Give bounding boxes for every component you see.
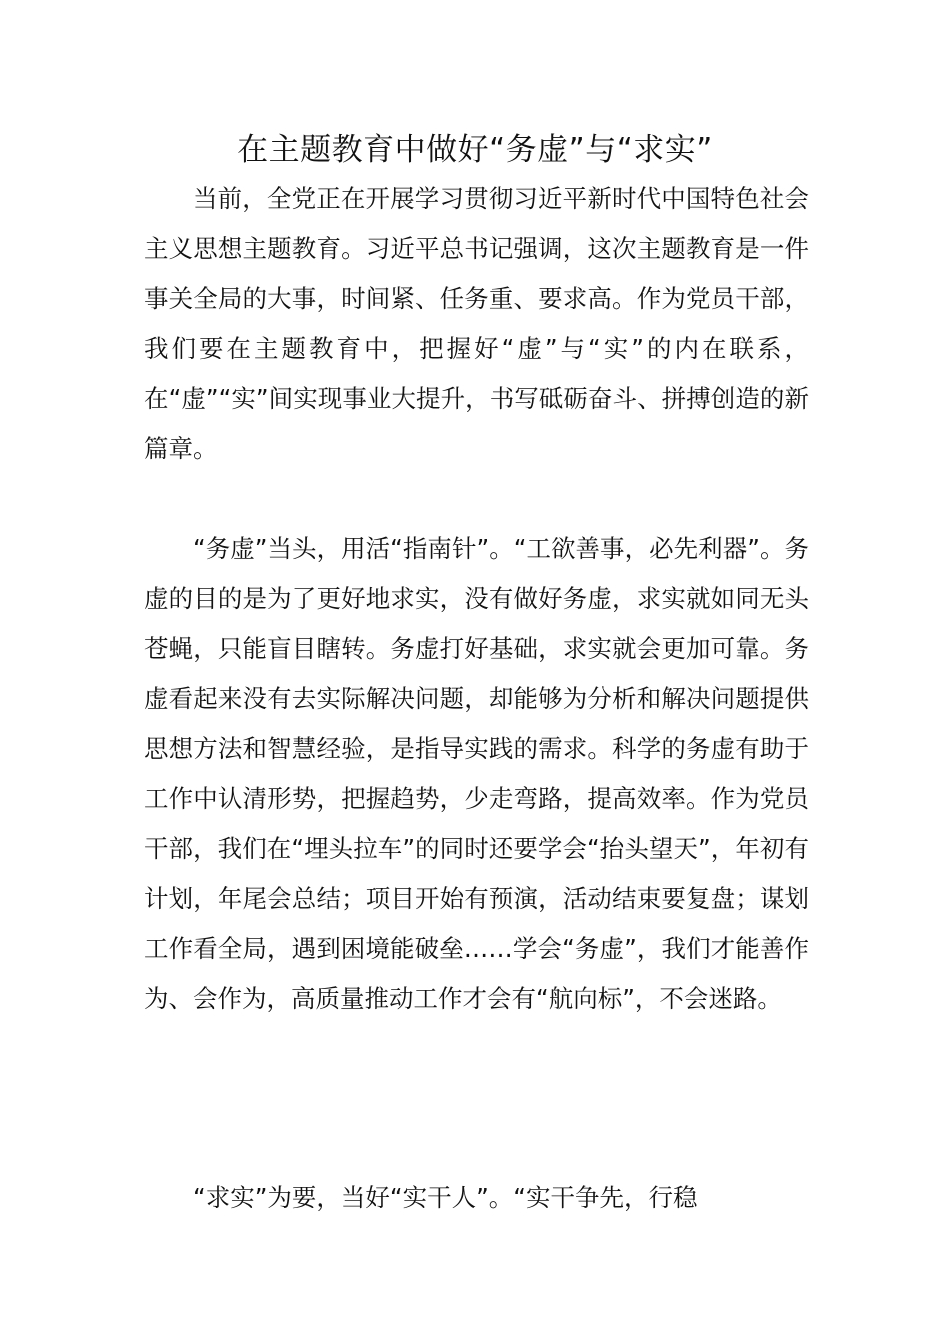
paragraph-intro: 当前，全党正在开展学习贯彻习近平新时代中国特色社会主义思想主题教育。习近平总书记强调，这次主题教育是一件事关全局的大事，时间紧、任务重、要求高。作为党员干部，我们要在主题教育中，把握好“虚”与“实”的内在联系，在“虚”“实”间实现事业大提升，书写砥砺奋斗、拼搏创造的新篇章。 — [144, 184, 809, 463]
paragraph-wuxu: “务虚”当头，用活“指南针”。“工欲善事，必先利器”。务虚的目的是为了更好地求实，没有做好务虚，求实就如同无头苍蝇，只能盲目瞎转。务虚打好基础，求实就会更加可靠。务虚看起来没有去实际解决问题，却能够为分析和解决问题提供思想方法和智慧经验，是指导实践的需求。科学的务虚有助于工作中认清形势，把握趋势，少走弯路，提高效率。作为党员干部，我们在“埋头拉车”的同时还要学会“抬头望天”，年初有计划，年尾会总结；项目开始有预演，活动结束要复盘；谋划工作看全局，遇到困境能破垒……学会“务虚”，我们才能善作为、会作为，高质量推动工作才会有“航向标”，不会迷路。 — [144, 534, 809, 1013]
document-title: 在主题教育中做好“务虚”与“求实” — [237, 132, 713, 168]
paragraph-qiushi: “求实”为要，当好“实干人”。“实干争先，行稳 — [193, 1183, 698, 1212]
